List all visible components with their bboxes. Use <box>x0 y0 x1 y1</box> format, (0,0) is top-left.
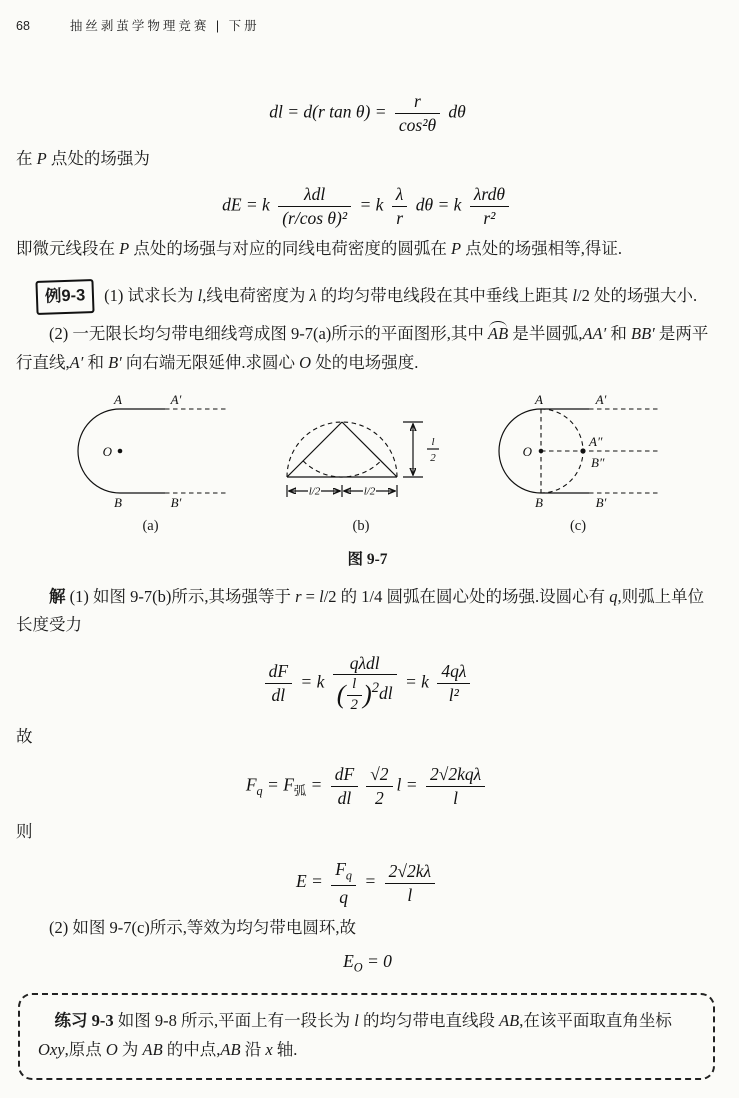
proof-conclusion <box>16 235 719 263</box>
point-O-dot <box>539 449 544 454</box>
formula-Fq: $F_q = F_弧$ = $\frac{dF}{dl}$ $\frac{√2}{2}$ l = $\frac{\text{2√2kqλ}}{l}$ <box>16 763 719 810</box>
formula-text: = 0 <box>362 950 392 971</box>
text-segment: 是两平行直线, <box>16 324 709 372</box>
text-segment: ,在该平面取直角坐标 <box>519 1011 672 1031</box>
fraction: $\frac{√2}{2}$ <box>366 763 392 810</box>
label-B-prime: B′ <box>170 494 182 509</box>
formula-text: = <box>360 871 381 892</box>
formula-dE <box>16 183 719 230</box>
dim-label-right: l/2 <box>363 485 376 498</box>
fraction: $\frac{\lambda}{r}$ <box>392 183 408 230</box>
label-B: B <box>535 494 543 509</box>
text-segment: x <box>265 1039 273 1059</box>
text-segment: P <box>450 239 462 259</box>
point-A-B-double-prime-dot <box>580 448 585 453</box>
text-segment: 如图 9-8 所示,平面上有一段长为 <box>113 1011 355 1031</box>
exercise-text <box>38 1007 695 1064</box>
fraction: $\frac{r}{\text{cos²θ}}$ <box>395 90 440 137</box>
text-segment: r <box>295 586 302 606</box>
text-segment: 点处的场强相等,得证. <box>461 239 622 259</box>
dim-frac-den: 2 <box>430 451 436 464</box>
figure-9-7c-diagram <box>489 393 667 509</box>
text-segment: λ <box>309 285 317 305</box>
figure-9-7a-diagram <box>68 393 233 509</box>
text-segment: BB′ <box>631 324 655 344</box>
example-q1-text <box>104 286 697 305</box>
text-segment: l <box>197 285 203 305</box>
example-part2 <box>16 320 719 377</box>
text-segment: AB <box>499 1011 520 1031</box>
label-A-double-prime: A″ <box>589 433 603 449</box>
label-O: O <box>522 443 532 459</box>
fraction: $\frac{F_q}{q}$ <box>331 858 356 908</box>
figure-caption: 图 9-7 <box>347 550 388 568</box>
text-segment: AA′ <box>582 324 607 344</box>
subfigure-b-label: (b) <box>352 517 370 534</box>
formula-text: l = <box>396 774 422 795</box>
text-segment: AB <box>142 1039 163 1059</box>
fraction: $\frac{\text{λdl}}{\text{(r/cos θ)²}}$ <box>278 183 351 230</box>
label-B: B <box>114 494 122 509</box>
text-segment: (1) 如图 9-7(b)所示,其场强等于 <box>65 586 296 606</box>
subfigure-c <box>489 393 667 535</box>
formula-text: E <box>343 950 354 971</box>
text-segment: q <box>609 586 618 606</box>
subfigure-b <box>275 393 447 535</box>
dashed-semicircle <box>287 422 397 477</box>
formula-text: dl = d(r tan θ) = <box>269 101 391 122</box>
text-segment: 的均匀带电线段在其中垂线上距其 <box>316 285 573 305</box>
text-segment: ,原点 <box>64 1039 106 1059</box>
solution-paragraph <box>16 583 719 640</box>
triangle-left-side <box>287 422 342 477</box>
text-segment: 练习 9-3 <box>54 1011 114 1031</box>
fraction: qλdl ( $\frac{l}{2}$ )$^2$dl <box>333 652 397 715</box>
fraction: $\frac{\text{λrdθ}}{\text{r²}}$ <box>470 183 509 230</box>
label-B-prime: B′ <box>595 494 607 509</box>
fraction: $\frac{2√2k\lambda}{l}$ <box>385 860 435 907</box>
text-segment: l <box>572 285 577 305</box>
label-A-prime: A′ <box>170 392 182 407</box>
text-segment: 和 <box>83 352 109 372</box>
fraction: $\frac{dF}{dl}$ <box>331 763 358 810</box>
text-segment: Oxy <box>38 1039 65 1059</box>
text-segment: 在 <box>16 148 37 168</box>
formula-dl-definition <box>16 90 719 137</box>
text-segment: ,则弧上单位长度受力 <box>16 586 705 635</box>
point-O-dot <box>118 449 123 454</box>
text-segment: 和 <box>606 324 631 344</box>
dim-frac-num: l <box>431 435 435 448</box>
solution-part2 <box>16 914 719 942</box>
dashed-quarter-arc <box>303 461 381 477</box>
label-A: A <box>114 392 122 407</box>
text-segment: = <box>301 586 320 606</box>
text-segment: (2) 如图 9-7(c)所示,等效为均匀带电圆环,故 <box>49 918 357 938</box>
example-label-box: 例9-3 <box>35 279 95 315</box>
label-O: O <box>102 443 112 459</box>
formula-text: = <box>262 774 284 795</box>
text-segment: l <box>354 1011 359 1031</box>
text-segment: 向右端无限延伸.求圆心 <box>121 352 300 372</box>
text-segment: 为 <box>117 1039 143 1059</box>
formula-dF-dl <box>16 652 719 715</box>
semicircle-arc <box>499 409 541 493</box>
text-segment: 的中点, <box>162 1039 221 1059</box>
text-segment: 是半圆弧, <box>508 324 583 344</box>
figure-9-7b-diagram <box>275 393 447 509</box>
text-segment: P <box>36 148 47 168</box>
page-number: 68 <box>16 19 30 33</box>
formula-text: dθ <box>444 101 466 122</box>
triangle-right-side <box>342 422 397 477</box>
exercise-box <box>18 993 715 1080</box>
label-A: A <box>535 392 543 407</box>
formula-text: dE = k <box>222 194 275 215</box>
formula-EO-zero: $E_O = 0$ <box>343 950 392 975</box>
fraction: $\frac{4q\lambda}{\text{l²}}$ <box>437 660 470 707</box>
book-title: 抽丝剥茧学物理竞赛 | 下册 <box>69 19 260 33</box>
text-segment: B′ <box>108 352 122 372</box>
formula-text: dθ = k <box>411 194 466 215</box>
formula-text: = k <box>296 671 329 692</box>
formula-text: = k <box>400 671 434 692</box>
dim-label-left: l/2 <box>308 485 321 498</box>
text-segment: l <box>319 586 324 606</box>
text-segment: O <box>299 352 312 372</box>
semicircle-arc <box>78 409 120 493</box>
text-segment: 点处的场强为 <box>46 148 150 168</box>
text-segment: 解 <box>49 586 66 606</box>
figure-9-7 <box>16 393 719 535</box>
formula-text: E = <box>295 871 328 892</box>
text-segment: O <box>105 1039 118 1059</box>
text-segment: 即微元线段在 <box>16 239 120 259</box>
fraction: $\frac{dF}{dl}$ <box>265 660 292 707</box>
fraction: $\frac{\text{2√2kqλ}}{l}$ <box>426 763 485 810</box>
subfigure-a-label: (a) <box>142 517 159 534</box>
field-at-P-line <box>16 145 719 173</box>
text-segment: (2) 一无限长均匀带电细线弯成图 9-7(a)所示的平面图形,其中 <box>49 324 489 344</box>
text-segment: AB <box>220 1039 241 1059</box>
text-segment: 点处的场强与对应的同线电荷密度的圆弧在 <box>129 239 451 259</box>
subfigure-a <box>68 393 233 535</box>
label-B-double-prime: B″ <box>591 454 605 470</box>
nested-fraction: $\frac{l}{2}$ <box>347 675 362 715</box>
text-segment: P <box>119 239 130 259</box>
text-segment: AB <box>488 324 509 344</box>
text-segment: (1) 试求长为 <box>104 285 198 305</box>
subfigure-c-label: (c) <box>569 517 587 534</box>
formula-text: = <box>306 774 327 795</box>
text-segment: 轴. <box>272 1039 298 1059</box>
connector-ze: 则 <box>16 821 33 841</box>
label-A-prime: A′ <box>595 392 607 407</box>
text-segment: ,线电荷密度为 <box>202 285 310 305</box>
example-part1 <box>16 280 719 314</box>
formula-text: F <box>245 774 257 795</box>
text-segment: 沿 <box>240 1039 266 1059</box>
text-segment: /2 的 1/4 圆弧在圆心处的场强.设圆心有 <box>323 586 610 606</box>
formula-text: = k <box>355 194 388 215</box>
formula-text: F <box>283 774 294 795</box>
page-header <box>16 16 719 34</box>
formula-E <box>16 858 719 908</box>
text-segment: 的均匀带电直线段 <box>358 1011 500 1031</box>
text-segment: /2 处的场强大小. <box>577 285 698 305</box>
text-segment: A′ <box>69 352 84 372</box>
text-segment: 处的电场强度. <box>311 352 419 372</box>
connector-gu: 故 <box>16 727 33 747</box>
